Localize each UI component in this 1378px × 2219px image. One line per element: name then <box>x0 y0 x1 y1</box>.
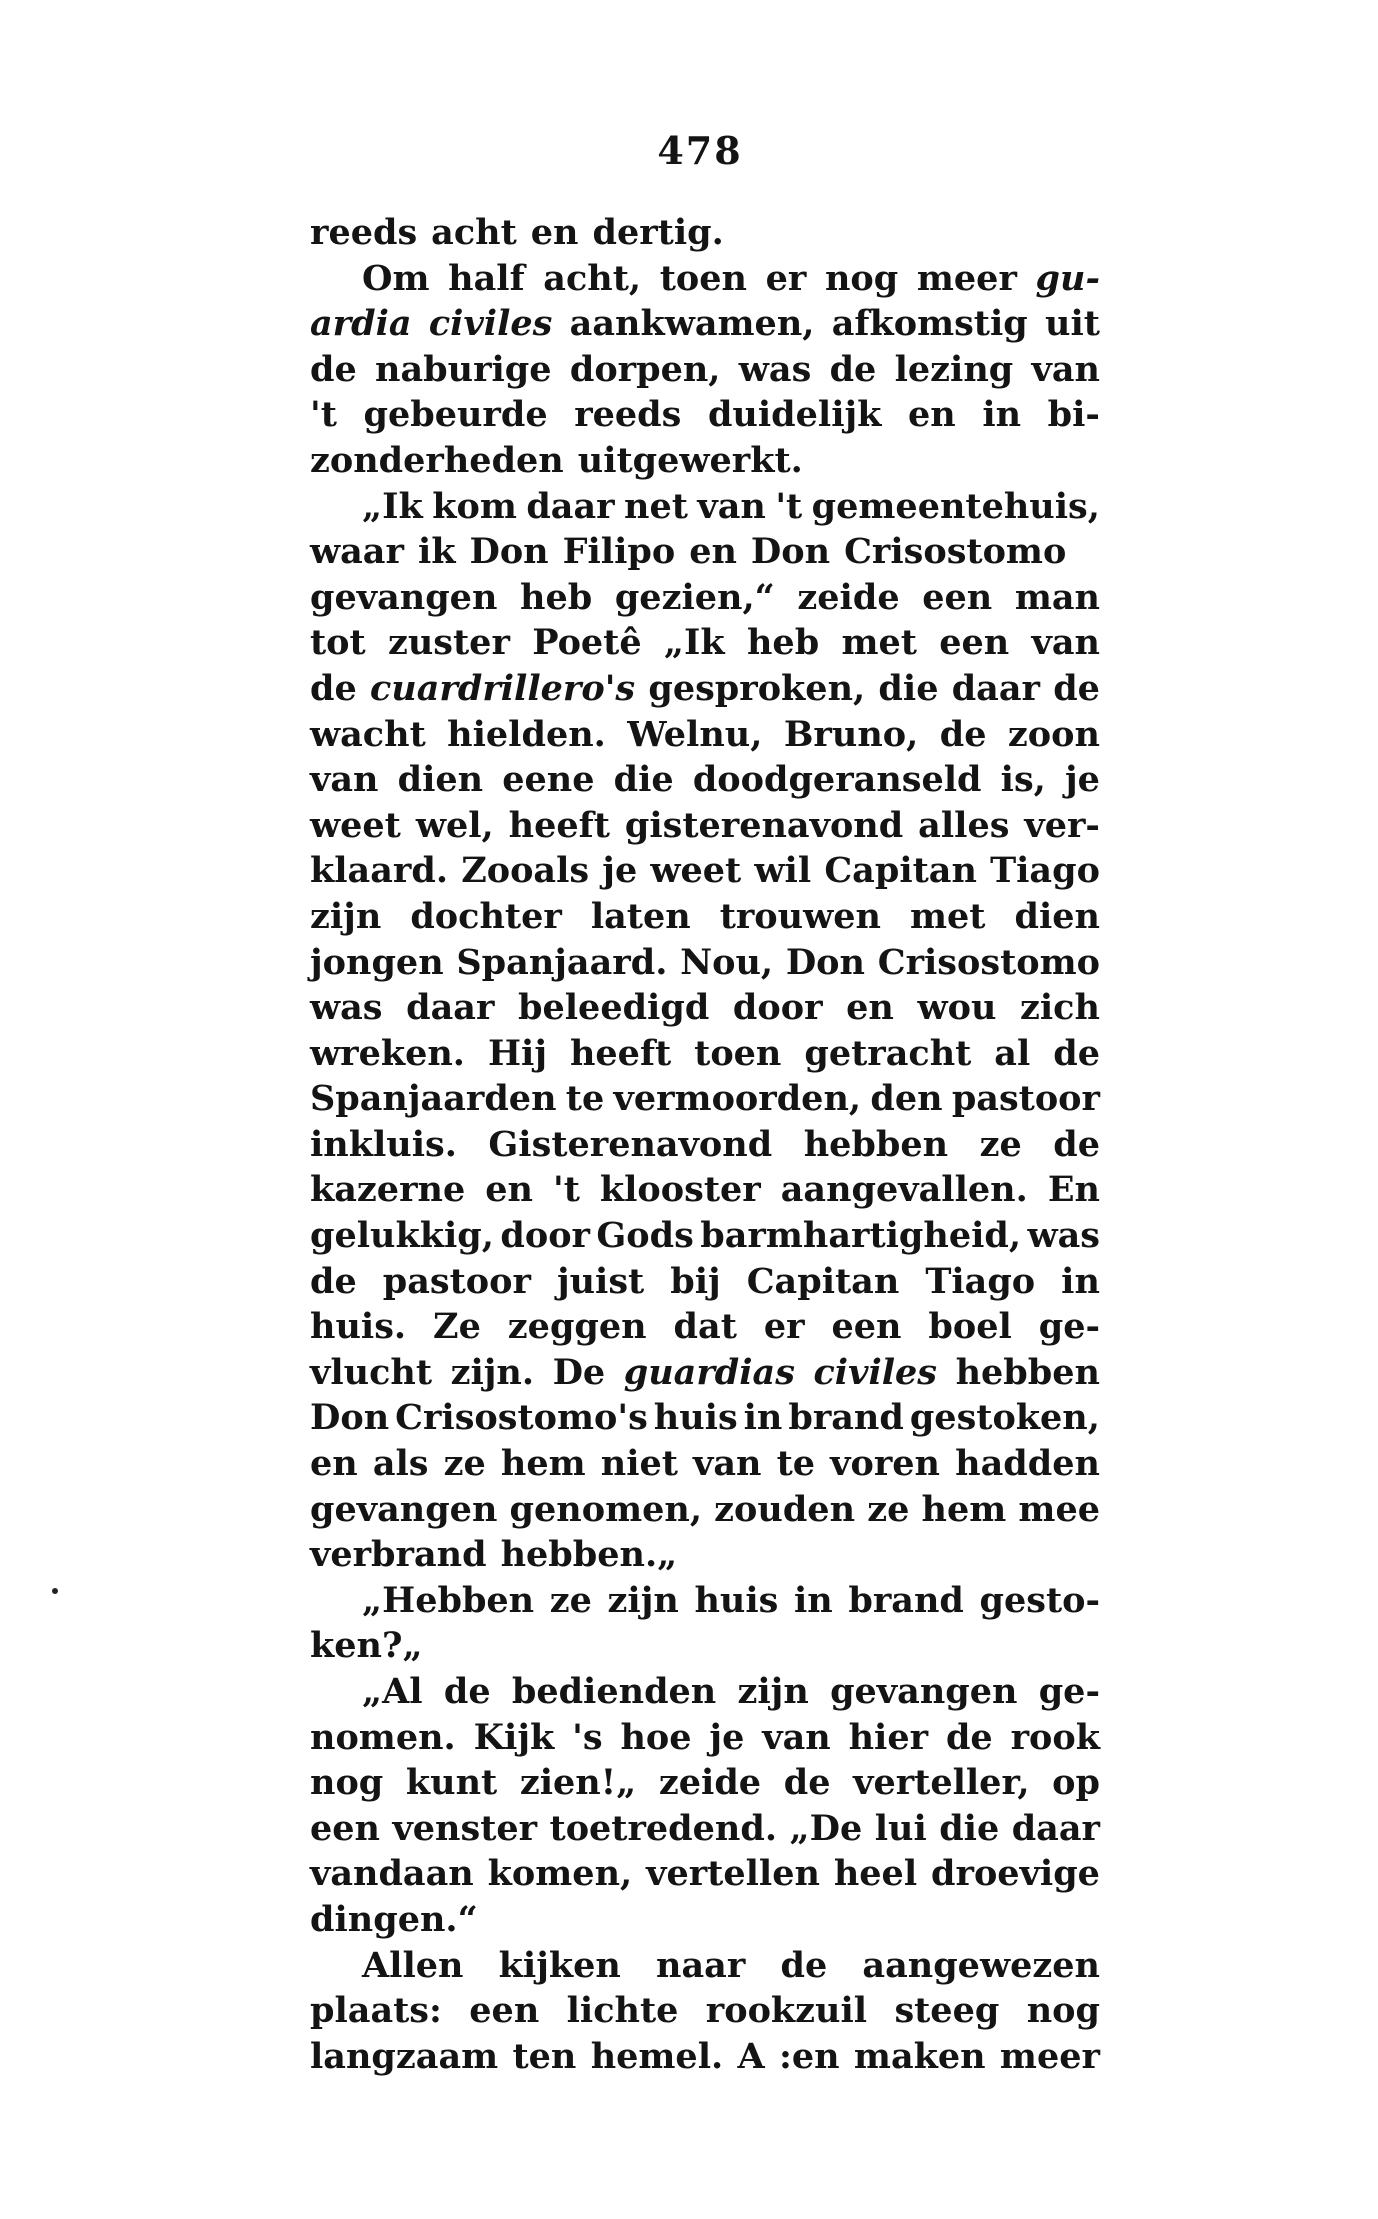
word: beleedigd <box>518 987 710 1029</box>
word: bedienden <box>511 1671 717 1712</box>
word: zeggen <box>507 1306 647 1348</box>
word: die <box>613 759 674 801</box>
word: niet <box>600 1443 678 1485</box>
word: De <box>552 1351 606 1393</box>
word: voren <box>830 1443 941 1485</box>
word: lui <box>874 1807 927 1849</box>
word: van <box>310 759 379 801</box>
word: kijken <box>498 1944 621 1986</box>
word: Don <box>785 941 865 983</box>
text-line <box>310 1853 1100 1899</box>
word: huis <box>653 1397 738 1439</box>
text-line <box>310 714 1100 760</box>
text-line <box>310 987 1100 1033</box>
word: vertellen <box>646 1853 820 1895</box>
word: steeg <box>894 1990 1000 2032</box>
word: gemeentehuis, <box>811 485 1100 527</box>
word: Ze <box>433 1306 481 1348</box>
word: barmhartigheid, <box>700 1215 1022 1257</box>
text-line <box>310 531 1100 577</box>
word: klooster <box>599 1169 761 1211</box>
word: zouden <box>714 1488 856 1530</box>
text-line <box>310 850 1100 896</box>
word: Spanjaarden <box>310 1078 557 1120</box>
word: de <box>443 1671 491 1712</box>
word: eene <box>502 759 595 801</box>
word: Tiago <box>925 1260 1036 1302</box>
word: de <box>783 1762 831 1804</box>
word: kunt <box>405 1762 498 1804</box>
word: dien <box>1014 895 1100 937</box>
word: toen <box>694 1032 782 1074</box>
word: bij <box>670 1260 721 1302</box>
word: met <box>909 895 986 937</box>
word: de <box>310 667 357 709</box>
word: Filipo <box>562 531 676 573</box>
word: zijn <box>607 1579 679 1621</box>
word: vandaan <box>310 1853 474 1895</box>
word: zuster <box>387 622 510 664</box>
word: Hij <box>487 1032 547 1074</box>
word: hebben.„ <box>500 1534 678 1576</box>
word: brand <box>848 1579 964 1621</box>
text-line <box>310 1899 1100 1945</box>
word: trouwen <box>719 895 881 937</box>
word: ver- <box>1024 804 1100 846</box>
word: in <box>1061 1260 1100 1302</box>
word: jongen <box>310 941 444 983</box>
word: hem <box>921 1488 1007 1530</box>
word: gebeurde <box>363 394 548 436</box>
word: hebben <box>803 1123 949 1165</box>
word: heeft <box>569 1032 672 1074</box>
word: Gods <box>596 1215 694 1257</box>
word: weet <box>310 804 401 846</box>
word: van <box>762 1716 831 1758</box>
word: vlucht <box>310 1351 433 1393</box>
word: die <box>939 1807 1000 1849</box>
word: hemel. <box>590 2035 724 2077</box>
word: nog <box>824 257 899 299</box>
word: van <box>697 485 766 527</box>
margin-speck <box>52 1588 58 1594</box>
word: lezing <box>894 348 1014 390</box>
text-line <box>310 1534 1100 1580</box>
word: een <box>310 1807 380 1849</box>
word: aangewezen <box>862 1944 1100 1986</box>
word: vermoorden, <box>613 1078 862 1120</box>
word: naar <box>656 1944 746 1986</box>
word: kom <box>432 485 517 527</box>
word: zeide <box>658 1762 762 1804</box>
word: acht, <box>543 257 642 299</box>
word: getracht <box>804 1032 972 1074</box>
word: ten <box>512 2035 577 2077</box>
word: in <box>743 1397 783 1439</box>
word: zijn. <box>450 1351 535 1393</box>
word: waar <box>310 531 404 573</box>
word: aangevallen. <box>780 1169 1028 1211</box>
text-line <box>310 805 1100 851</box>
word: verbrand <box>310 1534 487 1576</box>
word: man <box>1014 576 1100 618</box>
word: Zooals <box>461 850 590 892</box>
word: pastoor <box>382 1260 531 1302</box>
word: toetredend. <box>549 1807 778 1849</box>
text-line <box>310 212 1100 258</box>
word: de <box>780 1944 828 1986</box>
word: ik <box>417 531 456 573</box>
text-line <box>310 1671 1100 1717</box>
word: dochter <box>410 895 562 937</box>
word: heeft <box>508 804 610 846</box>
word: daar <box>406 987 495 1029</box>
word: meer <box>999 2035 1100 2077</box>
word: ge- <box>1038 1671 1100 1712</box>
word: „Hebben <box>362 1579 535 1621</box>
word: een <box>939 622 1010 664</box>
word: Om <box>362 257 430 299</box>
word: een <box>922 576 993 618</box>
word: gestoken, <box>909 1397 1100 1439</box>
word: den <box>870 1078 943 1120</box>
text-line <box>310 1945 1100 1991</box>
word: van <box>693 1443 762 1485</box>
word: wacht <box>310 713 426 755</box>
word: was <box>1027 1215 1100 1257</box>
word: en <box>908 394 956 436</box>
word: juist <box>556 1260 645 1302</box>
word: nog <box>310 1762 384 1804</box>
word: in <box>982 394 1022 436</box>
word: Crisostomo's <box>395 1397 648 1439</box>
word: 't <box>775 485 803 527</box>
word: brand <box>788 1397 904 1439</box>
word: gisterenavond <box>624 804 904 846</box>
word: je <box>709 1716 745 1758</box>
word: 't <box>310 394 337 436</box>
word: laten <box>590 895 691 937</box>
word: huis. <box>310 1306 407 1348</box>
word: hem <box>500 1443 586 1485</box>
word: „De <box>789 1807 863 1849</box>
word: een <box>469 1990 540 2032</box>
text-line <box>310 896 1100 942</box>
word: ze <box>979 1123 1022 1165</box>
word: wel, <box>415 804 494 846</box>
text-line <box>310 440 1100 486</box>
page-number: 478 <box>657 128 743 173</box>
word: kazerne <box>310 1169 466 1211</box>
word: boel <box>928 1306 1012 1348</box>
word: ze <box>867 1488 910 1530</box>
word: zoon <box>1007 713 1100 755</box>
word: rookzuil <box>705 1990 868 2032</box>
word: rook <box>1010 1716 1100 1758</box>
word: zijn <box>737 1671 809 1712</box>
word: door <box>732 987 823 1029</box>
text-line <box>310 1215 1100 1261</box>
word: wreken. <box>310 1032 465 1074</box>
word: ze <box>549 1579 592 1621</box>
word: civiles <box>813 1351 938 1393</box>
word: dertig. <box>592 212 724 253</box>
text-line <box>310 668 1100 714</box>
word: de <box>939 713 987 755</box>
text-line <box>310 1352 1100 1398</box>
word: dingen.“ <box>310 1898 478 1940</box>
word: droevige <box>931 1853 1100 1895</box>
word: half <box>448 257 525 299</box>
word: Don <box>750 531 831 573</box>
word: Welnu, <box>627 713 763 755</box>
word: gesto- <box>979 1579 1100 1621</box>
word: meer <box>916 257 1017 299</box>
word: gevangen <box>830 1671 1018 1712</box>
word: „Ik <box>663 622 725 664</box>
word: wou <box>917 987 997 1029</box>
word: die <box>878 667 939 709</box>
word: venster <box>392 1807 538 1849</box>
word: bi- <box>1047 394 1100 436</box>
word: ze <box>443 1443 486 1485</box>
word: gelukkig, <box>310 1215 494 1257</box>
word: hebben <box>955 1351 1100 1393</box>
text-line <box>310 258 1100 304</box>
text-line <box>310 622 1100 668</box>
word: plaats: <box>310 1990 442 2032</box>
word: duidelijk <box>707 394 882 436</box>
word: heb <box>746 622 820 664</box>
word: ge- <box>1038 1306 1100 1348</box>
word: je <box>602 850 638 892</box>
word: je <box>1064 759 1100 801</box>
word: en <box>530 212 579 253</box>
word: en <box>689 531 737 573</box>
text-line <box>310 486 1100 532</box>
text-line <box>310 1169 1100 1215</box>
word: aankwamen, <box>569 303 815 345</box>
text-line <box>310 1397 1100 1443</box>
word: de <box>310 348 357 390</box>
word: was <box>310 987 383 1029</box>
word: een <box>831 1306 902 1348</box>
word: cuardrillero's <box>369 667 636 709</box>
word: en <box>846 987 894 1029</box>
word: gu- <box>1035 257 1100 299</box>
word: klaard. <box>310 850 449 892</box>
word: Gisterenavond <box>488 1123 773 1165</box>
word: en <box>310 1443 358 1485</box>
word: hielden. <box>447 713 606 755</box>
word: zich <box>1020 987 1100 1029</box>
text-line <box>310 1078 1100 1124</box>
word: afkomstig <box>831 303 1028 345</box>
word: reeds <box>310 212 418 253</box>
word: huis <box>694 1579 779 1621</box>
word: op <box>1052 1762 1100 1804</box>
word: „Ik <box>362 485 423 527</box>
word: de <box>829 348 877 390</box>
word: was <box>738 348 812 390</box>
word: de <box>945 1716 993 1758</box>
text-line <box>310 1306 1100 1352</box>
word: wil <box>754 850 812 892</box>
word: komen, <box>487 1853 633 1895</box>
word: uitgewerkt. <box>577 439 803 481</box>
word: de <box>1053 667 1100 709</box>
word: van <box>1031 348 1100 390</box>
word: gevangen <box>310 1488 498 1530</box>
text-line <box>310 1443 1100 1489</box>
word: Poetê <box>532 622 642 664</box>
text-line <box>310 1990 1100 2036</box>
text-line <box>310 303 1100 349</box>
word: de <box>1053 1032 1100 1074</box>
word: naburige <box>375 348 552 390</box>
word: gevangen <box>310 576 498 618</box>
word: al <box>994 1032 1031 1074</box>
word: zonderheden <box>310 439 564 481</box>
word: nomen. <box>310 1716 456 1758</box>
word: gezien,“ <box>614 576 775 618</box>
word: van <box>1031 622 1100 664</box>
text-line <box>310 394 1100 440</box>
word: A <box>737 2035 765 2077</box>
word: zien!„ <box>519 1762 637 1804</box>
word: dien <box>397 759 484 801</box>
word: Don <box>469 531 549 573</box>
word: dorpen, <box>569 348 721 390</box>
word: Capitan <box>824 850 977 892</box>
word: acht <box>431 212 517 253</box>
word: 't <box>552 1169 580 1211</box>
word: en <box>485 1169 533 1211</box>
word: heb <box>520 576 593 618</box>
text-line <box>310 1762 1100 1808</box>
text-line <box>310 2036 1100 2082</box>
word: de <box>310 1260 357 1302</box>
word: pastoor <box>951 1078 1100 1120</box>
word: Kijk <box>473 1716 555 1758</box>
word: heel <box>833 1853 918 1895</box>
word: Capitan <box>746 1260 900 1302</box>
text-line <box>310 1717 1100 1763</box>
word: langzaam <box>310 2035 499 2077</box>
word: uit <box>1045 303 1100 345</box>
word: te <box>565 1078 605 1120</box>
word: weet <box>650 850 742 892</box>
word: er <box>763 1306 805 1348</box>
word: guardias <box>623 1351 795 1393</box>
word: met <box>841 622 917 664</box>
text-line <box>310 349 1100 395</box>
word: Nou, <box>680 941 774 983</box>
word: net <box>624 485 688 527</box>
word: te <box>776 1443 816 1485</box>
word: Don <box>310 1397 390 1439</box>
word: Crisostomo <box>877 941 1100 983</box>
word: als <box>372 1443 429 1485</box>
word: hoe <box>620 1716 692 1758</box>
word: „Al <box>362 1671 423 1712</box>
word: Tiago <box>990 850 1100 892</box>
word: verteller, <box>853 1762 1030 1804</box>
word: 's <box>572 1716 603 1758</box>
text-line <box>310 1124 1100 1170</box>
word: hadden <box>955 1443 1100 1485</box>
word: dat <box>673 1306 737 1348</box>
word: nog <box>1026 1990 1100 2032</box>
word: tot <box>310 622 366 664</box>
word: civiles <box>428 303 553 345</box>
text-line <box>310 1489 1100 1535</box>
word: gesproken, <box>648 667 866 709</box>
text-line <box>310 1580 1100 1626</box>
word: daar <box>951 667 1040 709</box>
word: lichte <box>566 1990 679 2032</box>
word: :en <box>778 2035 840 2077</box>
word: Spanjaard. <box>456 941 668 983</box>
word: Bruno, <box>783 713 919 755</box>
word: Crisostomo <box>844 531 1067 573</box>
word: in <box>794 1579 833 1621</box>
body-text <box>310 212 1100 2081</box>
word: zijn <box>310 895 382 937</box>
word: er <box>765 257 807 299</box>
word: reeds <box>574 394 682 436</box>
word: daar <box>526 485 615 527</box>
word: toen <box>659 257 747 299</box>
word: ken?„ <box>310 1625 423 1667</box>
word: zeide <box>797 576 900 618</box>
text-line <box>310 1808 1100 1854</box>
word: door <box>500 1215 590 1257</box>
word: inkluis. <box>310 1123 457 1165</box>
word: doodgeranseld <box>692 759 982 801</box>
text-line <box>310 942 1100 988</box>
word: is, <box>1000 759 1046 801</box>
word: mee <box>1018 1488 1100 1530</box>
word: ardia <box>310 303 412 345</box>
word: daar <box>1011 1807 1100 1849</box>
word: Allen <box>362 1944 464 1986</box>
word: En <box>1047 1169 1100 1211</box>
word: de <box>1053 1123 1100 1165</box>
text-line <box>310 577 1100 623</box>
text-line <box>310 1625 1100 1671</box>
text-line <box>310 1261 1100 1307</box>
word: hier <box>848 1716 929 1758</box>
word: alles <box>918 804 1010 846</box>
text-line <box>310 1033 1100 1079</box>
word: maken <box>853 2035 986 2077</box>
text-line <box>310 759 1100 805</box>
word: genomen, <box>509 1488 703 1530</box>
